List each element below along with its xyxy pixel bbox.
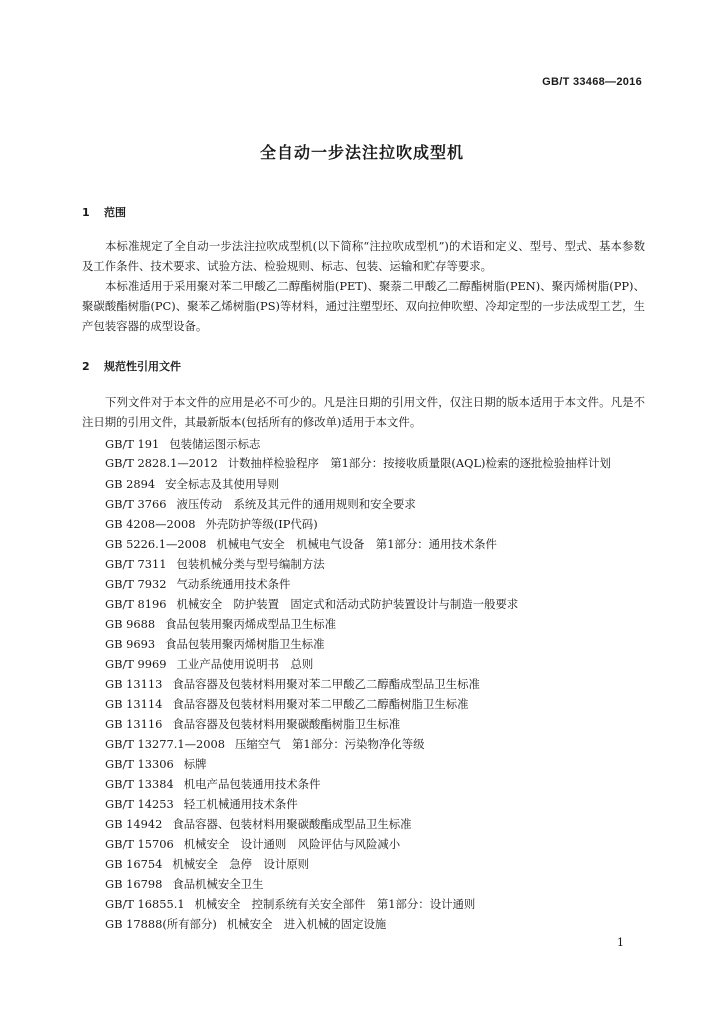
reference-item xyxy=(82,554,645,574)
reference-title: 工业产品使用说明书 总则 xyxy=(176,656,314,671)
reference-code: GB/T 15706 xyxy=(105,836,174,851)
reference-code: GB 5226.1—2008 xyxy=(105,536,207,551)
section-number: 2 xyxy=(82,360,90,373)
reference-item xyxy=(82,814,645,834)
reference-title: 食品容器及包装材料用聚对苯二甲酸乙二醇酯树脂卫生标准 xyxy=(172,696,469,711)
reference-title: 机械安全 急停 设计原则 xyxy=(172,856,310,871)
reference-title: 食品包装用聚丙烯树脂卫生标准 xyxy=(165,636,325,651)
reference-title: 液压传动 系统及其元件的通用规则和安全要求 xyxy=(176,496,416,511)
reference-code: GB/T 2828.1—2012 xyxy=(105,456,218,470)
reference-item xyxy=(82,854,645,874)
reference-item xyxy=(82,574,645,594)
reference-item xyxy=(82,734,645,754)
section-1-heading xyxy=(82,204,126,220)
scope-paragraph-2: 本标准适用于采用聚对苯二甲酸乙二醇酯树脂(PET)、聚萘二甲酸乙二醇酯树脂(PEN)、聚丙烯树脂(PP)、聚碳酸酯树脂(PC)、聚苯乙烯树脂(PS)等材料，通过注塑型坯、双向拉伸吹塑、冷却定型的一步法成型工艺，生产包装容器的成型设备。 xyxy=(82,279,645,333)
reference-title: 机械安全 防护装置 固定式和活动式防护装置设计与制造一般要求 xyxy=(176,596,519,611)
reference-item xyxy=(82,514,645,534)
reference-title: 机电产品包装通用技术条件 xyxy=(183,776,321,791)
reference-title: 计数抽样检验程序 第1部分：按接收质量限(AQL)检索的逐批检验抽样计划 xyxy=(227,456,611,470)
reference-title: 压缩空气 第1部分：污染物净化等级 xyxy=(235,736,425,751)
reference-item xyxy=(82,474,645,494)
reference-title: 外壳防护等级(IP代码) xyxy=(205,516,318,531)
reference-item xyxy=(82,714,645,734)
reference-code: GB/T 7932 xyxy=(105,576,167,591)
reference-title: 安全标志及其使用导则 xyxy=(165,476,280,491)
reference-code: GB 16754 xyxy=(105,856,163,871)
reference-item xyxy=(82,454,645,474)
reference-item xyxy=(82,434,645,454)
reference-code: GB 2894 xyxy=(105,476,156,491)
reference-title: 包装储运图示标志 xyxy=(169,437,261,451)
reference-item xyxy=(82,594,645,614)
reference-item xyxy=(82,654,645,674)
reference-code: GB/T 16855.1 xyxy=(105,896,185,911)
reference-item xyxy=(82,534,645,554)
reference-code: GB 13114 xyxy=(105,696,163,711)
reference-code: GB/T 7311 xyxy=(105,556,167,571)
standard-number: GB/T 33468—2016 xyxy=(542,76,642,88)
section-2-heading xyxy=(82,358,181,374)
reference-item xyxy=(82,754,645,774)
reference-item xyxy=(82,614,645,634)
reference-code: GB 16798 xyxy=(105,876,163,891)
reference-title: 食品容器、包装材料用聚碳酸酯成型品卫生标准 xyxy=(172,816,412,831)
reference-item xyxy=(82,794,645,814)
reference-code: GB/T 8196 xyxy=(105,596,167,611)
reference-list xyxy=(82,434,645,934)
reference-code: GB/T 13306 xyxy=(105,756,174,771)
reference-title: 食品机械安全卫生 xyxy=(172,876,264,891)
reference-code: GB/T 13277.1—2008 xyxy=(105,736,226,751)
reference-code: GB 13113 xyxy=(105,676,163,691)
reference-code: GB/T 191 xyxy=(105,437,160,451)
reference-item xyxy=(82,874,645,894)
reference-code: GB/T 9969 xyxy=(105,656,167,671)
page-number: 1 xyxy=(617,936,624,949)
reference-code: GB 4208—2008 xyxy=(105,516,196,531)
reference-title: 标牌 xyxy=(183,756,207,771)
reference-item xyxy=(82,774,645,794)
reference-title: 机械安全 设计通则 风险评估与风险减小 xyxy=(183,836,401,851)
reference-code: GB 9693 xyxy=(105,636,156,651)
reference-code: GB 13116 xyxy=(105,716,163,731)
reference-item xyxy=(82,694,645,714)
reference-title: 包装机械分类与型号编制方法 xyxy=(176,556,325,571)
document-title: 全自动一步法注拉吹成型机 xyxy=(259,143,464,162)
reference-title: 机械安全 进入机械的固定设施 xyxy=(226,916,387,931)
section-title: 规范性引用文件 xyxy=(104,360,181,373)
reference-code: GB 17888(所有部分) xyxy=(105,916,217,931)
reference-item xyxy=(82,914,645,934)
reference-title: 食品包装用聚丙烯成型品卫生标准 xyxy=(165,616,336,631)
reference-title: 气动系统通用技术条件 xyxy=(176,576,291,591)
reference-item xyxy=(82,834,645,854)
reference-title: 食品容器及包装材料用聚对苯二甲酸乙二醇酯成型品卫生标准 xyxy=(172,676,480,691)
reference-title: 食品容器及包装材料用聚碳酸酯树脂卫生标准 xyxy=(172,716,401,731)
reference-title: 机械安全 控制系统有关安全部件 第1部分：设计通则 xyxy=(194,896,476,911)
reference-title: 轻工机械通用技术条件 xyxy=(183,796,298,811)
reference-item xyxy=(82,894,645,914)
reference-code: GB/T 14253 xyxy=(105,796,174,811)
reference-code: GB/T 3766 xyxy=(105,496,167,511)
reference-code: GB 9688 xyxy=(105,616,156,631)
section-title: 范围 xyxy=(104,206,126,219)
reference-item xyxy=(82,634,645,654)
reference-code: GB/T 13384 xyxy=(105,776,174,791)
normative-references-intro: 下列文件对于本文件的应用是必不可少的。凡是注日期的引用文件，仅注日期的版本适用于本文件。凡是不注日期的引用文件，其最新版本(包括所有的修改单)适用于本文件。 xyxy=(82,395,645,429)
scope-paragraph-1: 本标准规定了全自动一步法注拉吹成型机(以下简称“注拉吹成型机”)的术语和定义、型号、型式、基本参数及工作条件、技术要求、试验方法、检验规则、标志、包装、运输和贮存等要求。 xyxy=(82,239,645,273)
section-number: 1 xyxy=(82,206,90,219)
reference-item xyxy=(82,674,645,694)
reference-code: GB 14942 xyxy=(105,816,163,831)
reference-item xyxy=(82,494,645,514)
reference-title: 机械电气安全 机械电气设备 第1部分：通用技术条件 xyxy=(216,536,497,551)
